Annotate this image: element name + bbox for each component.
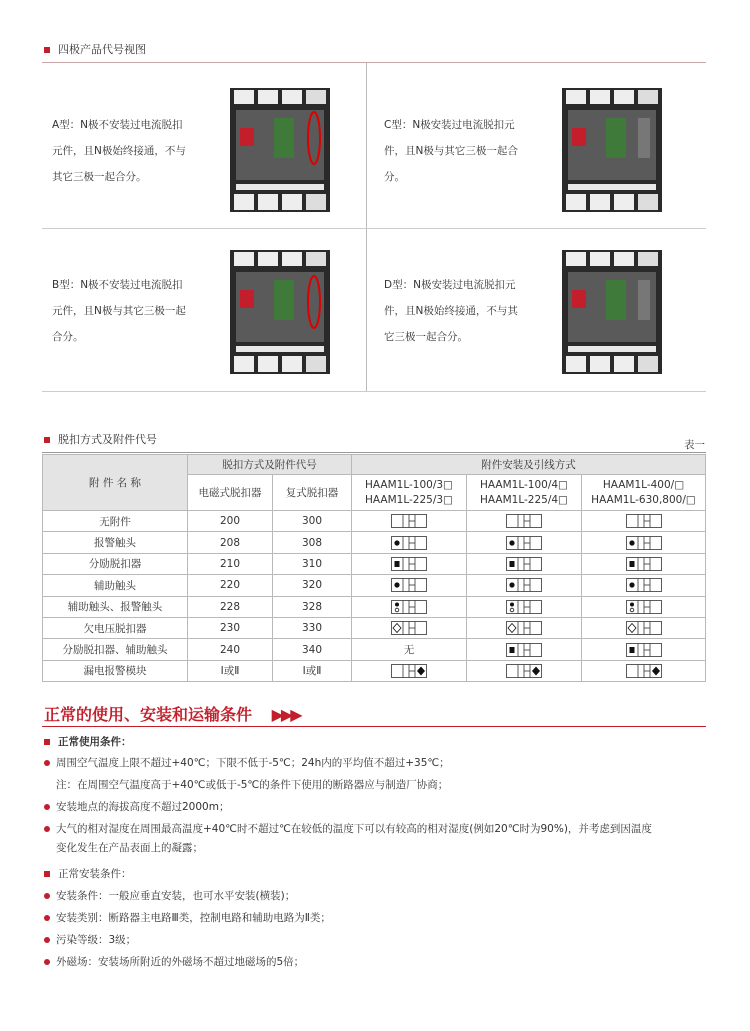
list-item: 外磁场：安装场所附近的外磁场不超过地磁场的5倍； [44, 954, 304, 969]
wiring-symbol-cell [582, 660, 706, 681]
list-item: 注：在周围空气温度高于+40℃或低于-5℃的条件下使用的断路器应与制造厂协商； [56, 779, 449, 791]
dot-wiring-symbol-icon [506, 578, 542, 592]
diamond-wiring-symbol-icon [391, 621, 427, 635]
wiring-symbol-cell [582, 617, 706, 638]
header-model-3p: HAAM1L-100/3□ HAAM1L-225/3□ [352, 475, 467, 511]
wiring-text: 无 [403, 644, 415, 657]
dot-wiring-symbol-icon [626, 536, 662, 550]
divider [366, 63, 367, 391]
wiring-symbol-cell [582, 596, 706, 617]
electromagnetic-code-cell: 210 [188, 553, 273, 574]
divider [42, 452, 706, 453]
accessory-name-cell: 漏电报警模块 [43, 660, 188, 681]
table-note: 表一 [684, 439, 705, 451]
wiring-symbol-cell [467, 532, 582, 553]
leak-wiring-symbol-icon [626, 664, 662, 678]
header-model-4p: HAAM1L-100/4□ HAAM1L-225/4□ [467, 475, 582, 511]
table-row [43, 553, 706, 574]
compound-code-cell: Ⅰ或Ⅱ [273, 660, 352, 681]
none-wiring-symbol-icon [626, 514, 662, 528]
divider [42, 726, 706, 727]
table-row [43, 532, 706, 553]
accessory-name-cell: 欠电压脱扣器 [43, 617, 188, 638]
accessory-name-cell: 无附件 [43, 511, 188, 532]
square-wiring-symbol-icon [626, 643, 662, 657]
compound-code-cell: 320 [273, 575, 352, 596]
wiring-symbol-cell [467, 617, 582, 638]
table-row [43, 511, 706, 532]
type-c-description: C型：N极安装过电流脱扣元 件，且N极与其它三极一起合 分。 [384, 119, 518, 183]
table-row [43, 575, 706, 596]
square-wiring-symbol-icon [626, 557, 662, 571]
list-item: 安装条件：一般应垂直安装，也可水平安装(横装)； [44, 888, 295, 903]
table-row [43, 596, 706, 617]
dotring-wiring-symbol-icon [506, 600, 542, 614]
leak-wiring-symbol-icon [506, 664, 542, 678]
wiring-symbol-cell [467, 553, 582, 574]
section-title-product-views: 四极产品代号视图 [44, 41, 146, 57]
section-marker-icon [44, 871, 50, 877]
breaker-image-type-d [562, 250, 662, 374]
bullet-icon [44, 893, 50, 899]
list-item: 安装地点的海拔高度不超过2000m； [44, 799, 229, 814]
dotring-wiring-symbol-icon [626, 600, 662, 614]
compound-code-cell: 300 [273, 511, 352, 532]
square-wiring-symbol-icon [391, 557, 427, 571]
header-model-large: HAAM1L-400/□ HAAM1L-630,800/□ [582, 475, 706, 511]
section-marker-icon [44, 47, 50, 53]
wiring-symbol-cell [352, 553, 467, 574]
bullet-icon [44, 915, 50, 921]
type-d-description: D型：N极安装过电流脱扣元 件，且N极始终接通，不与其 它三极一起合分。 [384, 279, 518, 343]
square-wiring-symbol-icon [506, 643, 542, 657]
list-item: 大气的相对湿度在周围最高温度+40℃时不超过℃在较低的温度下可以有较高的相对湿度(例如20℃时为90%)，并考虑到因温度 [44, 821, 652, 836]
compound-code-cell: 328 [273, 596, 352, 617]
compound-code-cell: 308 [273, 532, 352, 553]
wiring-symbol-cell [352, 596, 467, 617]
wiring-symbol-cell [582, 575, 706, 596]
electromagnetic-code-cell: 228 [188, 596, 273, 617]
dot-wiring-symbol-icon [391, 536, 427, 550]
diamond-wiring-symbol-icon [626, 621, 662, 635]
section-marker-icon [44, 739, 50, 745]
list-item: 安装类别：断路器主电路Ⅲ类，控制电路和辅助电路为Ⅱ类； [44, 910, 331, 925]
wiring-symbol-cell [352, 639, 467, 660]
section-title-trip-codes: 脱扣方式及附件代号 [44, 431, 157, 447]
electromagnetic-code-cell: 240 [188, 639, 273, 660]
wiring-symbol-cell [582, 511, 706, 532]
dotring-wiring-symbol-icon [391, 600, 427, 614]
wiring-symbol-cell [582, 639, 706, 660]
wiring-symbol-cell [467, 596, 582, 617]
electromagnetic-code-cell: 220 [188, 575, 273, 596]
list-item: 污染等级：3级； [44, 932, 136, 947]
wiring-symbol-cell [582, 532, 706, 553]
accessory-name-cell: 分励脱扣器 [43, 553, 188, 574]
diamond-wiring-symbol-icon [506, 621, 542, 635]
bullet-icon [44, 760, 50, 766]
dot-wiring-symbol-icon [626, 578, 662, 592]
electromagnetic-code-cell: 230 [188, 617, 273, 638]
accessory-name-cell: 分励脱扣器、辅助触头 [43, 639, 188, 660]
table-row [43, 639, 706, 660]
dot-wiring-symbol-icon [391, 578, 427, 592]
wiring-symbol-cell [467, 660, 582, 681]
accessory-code-table [42, 454, 706, 682]
breaker-image-type-c [562, 88, 662, 212]
wiring-symbol-cell [467, 639, 582, 660]
wiring-symbol-cell [467, 511, 582, 532]
leak-wiring-symbol-icon [391, 664, 427, 678]
breaker-image-type-a [230, 88, 330, 212]
wiring-symbol-cell [352, 511, 467, 532]
compound-code-cell: 330 [273, 617, 352, 638]
compound-code-cell: 340 [273, 639, 352, 660]
header-electromagnetic: 电磁式脱扣器 [188, 475, 273, 511]
wiring-symbol-cell [582, 553, 706, 574]
type-a-description: A型：N极不安装过电流脱扣 元件，且N极始终接通，不与 其它三极一起合分。 [52, 119, 186, 183]
type-b-description: B型：N极不安装过电流脱扣 元件，且N极与其它三极一起 合分。 [52, 279, 186, 343]
compound-code-cell: 310 [273, 553, 352, 574]
wiring-symbol-cell [352, 575, 467, 596]
electromagnetic-code-cell: Ⅰ或Ⅱ [188, 660, 273, 681]
header-install-group: 附件安装及引线方式 [352, 455, 706, 475]
header-compound: 复式脱扣器 [273, 475, 352, 511]
bullet-icon [44, 804, 50, 810]
divider [42, 62, 706, 63]
list-item: 变化发生在产品表面上的凝露； [56, 842, 203, 854]
wiring-symbol-cell [352, 660, 467, 681]
bullet-icon [44, 826, 50, 832]
breaker-image-type-b [230, 250, 330, 374]
header-name: 附 件 名 称 [43, 455, 188, 511]
square-wiring-symbol-icon [506, 557, 542, 571]
section-marker-icon [44, 437, 50, 443]
wiring-symbol-cell [352, 617, 467, 638]
electromagnetic-code-cell: 208 [188, 532, 273, 553]
wiring-symbol-cell [352, 532, 467, 553]
header-code-group: 脱扣方式及附件代号 [188, 455, 352, 475]
bullet-icon [44, 959, 50, 965]
none-wiring-symbol-icon [391, 514, 427, 528]
accessory-name-cell: 辅助触头、报警触头 [43, 596, 188, 617]
accessory-name-cell: 辅助触头 [43, 575, 188, 596]
list-item: 周围空气温度上限不超过+40℃；下限不低于-5℃；24h内的平均值不超过+35℃； [44, 755, 450, 770]
wiring-symbol-cell [467, 575, 582, 596]
none-wiring-symbol-icon [506, 514, 542, 528]
dot-wiring-symbol-icon [506, 536, 542, 550]
electromagnetic-code-cell: 200 [188, 511, 273, 532]
table-row [43, 617, 706, 638]
use-conditions-title: 正常使用条件： [44, 734, 132, 749]
accessory-name-cell: 报警触头 [43, 532, 188, 553]
divider [42, 228, 706, 229]
divider [42, 391, 706, 392]
bullet-icon [44, 937, 50, 943]
arrow-icon: ▶▶▶ [271, 705, 300, 724]
section-heading-conditions: 正常的使用、安装和运输条件 ▶▶▶ [44, 705, 300, 724]
table-row [43, 660, 706, 681]
install-conditions-title: 正常安装条件： [44, 866, 132, 881]
